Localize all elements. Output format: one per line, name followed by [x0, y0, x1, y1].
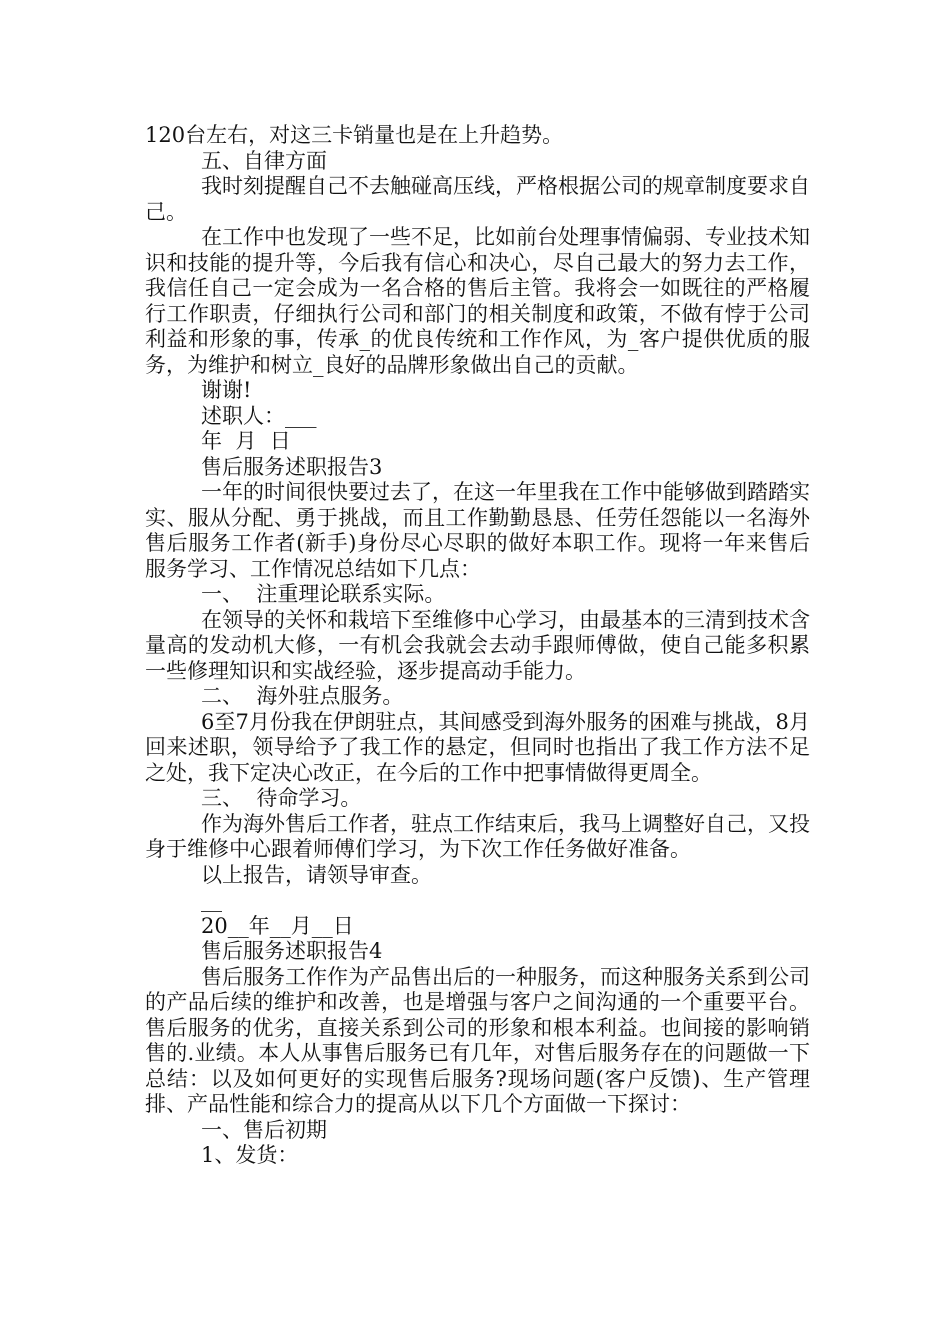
section-heading: 1、发货： — [201, 1143, 299, 1167]
report-title: 售后服务述职报告4 — [201, 939, 383, 963]
document-body — [145, 123, 810, 1169]
paragraph: 一年的时间很快要过去了，在这一年里我在工作中能够做到踏踏实实、服从分配、勇于挑战，而且工作勤勤恳恳、任劳任怨能以一名海外售后服务工作者(新手)身份尽心尽职的做好本职工作。现将一年来售后服务学习、工作情况总结如下几点： — [145, 480, 810, 581]
section-heading: 一、售后初期 — [201, 1117, 327, 1142]
paragraph: 售后服务工作作为产品售出后的一种服务，而这种服务关系到公司的产品后续的维护和改善，也是增强与客户之间沟通的一个重要平台。售后服务的优劣，直接关系到公司的形象和根本利益。也间接的影响销售的.业绩。本人从事售后服务已有几年，对售后服务存在的问题做一下总结：以及如何更好的实现售后服务?现场问题(客户反馈)、生产管理排、产品性能和综合力的提高从以下几个方面做一下探讨： — [145, 964, 810, 1116]
paragraph: 120台左右，对这三卡销量也是在上升趋势。 — [145, 123, 564, 147]
date-line: 20__年__月__日 — [201, 913, 354, 938]
paragraph: 作为海外售后工作者，驻点工作结束后，我马上调整好自己，又投身于维修中心跟着师傅们学习，为下次工作任务做好准备。 — [145, 811, 810, 861]
section-heading: 五、自律方面 — [201, 148, 327, 173]
paragraph: 我时刻提醒自己不去触碰高压线，严格根据公司的规章制度要求自己。 — [145, 174, 810, 224]
closing-thanks: 谢谢! — [201, 378, 252, 402]
paragraph: 在工作中也发现了一些不足，比如前台处理事情偏弱、专业技术知识和技能的提升等，今后我有信心和决心，尽自己最大的努力去工作，我信任自己一定会成为一名合格的售后主管。我将会一如既往的严格履行工作职责，仔细执行公司和部门的相关制度和政策，不做有悖于公司利益和形象的事，传承_的优良传统和工作作风，为_客户提供优质的服务，为维护和树立_良好的品牌形象做出自己的贡献。 — [145, 225, 810, 377]
section-heading: 二、 海外驻点服务。 — [201, 684, 404, 708]
paragraph: 6至7月份我在伊朗驻点，其间感受到海外服务的困难与挑战，8月回来述职，领导给予了我工作的悬定，但同时也指出了我工作方法不足之处，我下定决心改正，在今后的工作中把事情做得更周全。 — [145, 709, 810, 785]
section-heading: 一、 注重理论联系实际。 — [201, 582, 446, 606]
paragraph: 在领导的关怀和栽培下至维修中心学习，由最基本的三清到技术含量高的发动机大修，一有机会我就会去动手跟师傅做，使自己能多积累一些修理知识和实战经验，逐步提高动手能力。 — [145, 607, 810, 683]
paragraph: 以上报告，请领导审查。 — [201, 862, 432, 887]
report-title: 售后服务述职报告3 — [201, 454, 383, 479]
section-heading: 三、 待命学习。 — [201, 786, 362, 810]
signature-line: 述职人：___ — [201, 403, 317, 428]
date-line: 年 月 日 — [201, 429, 291, 453]
signature-line: __ — [201, 888, 222, 912]
